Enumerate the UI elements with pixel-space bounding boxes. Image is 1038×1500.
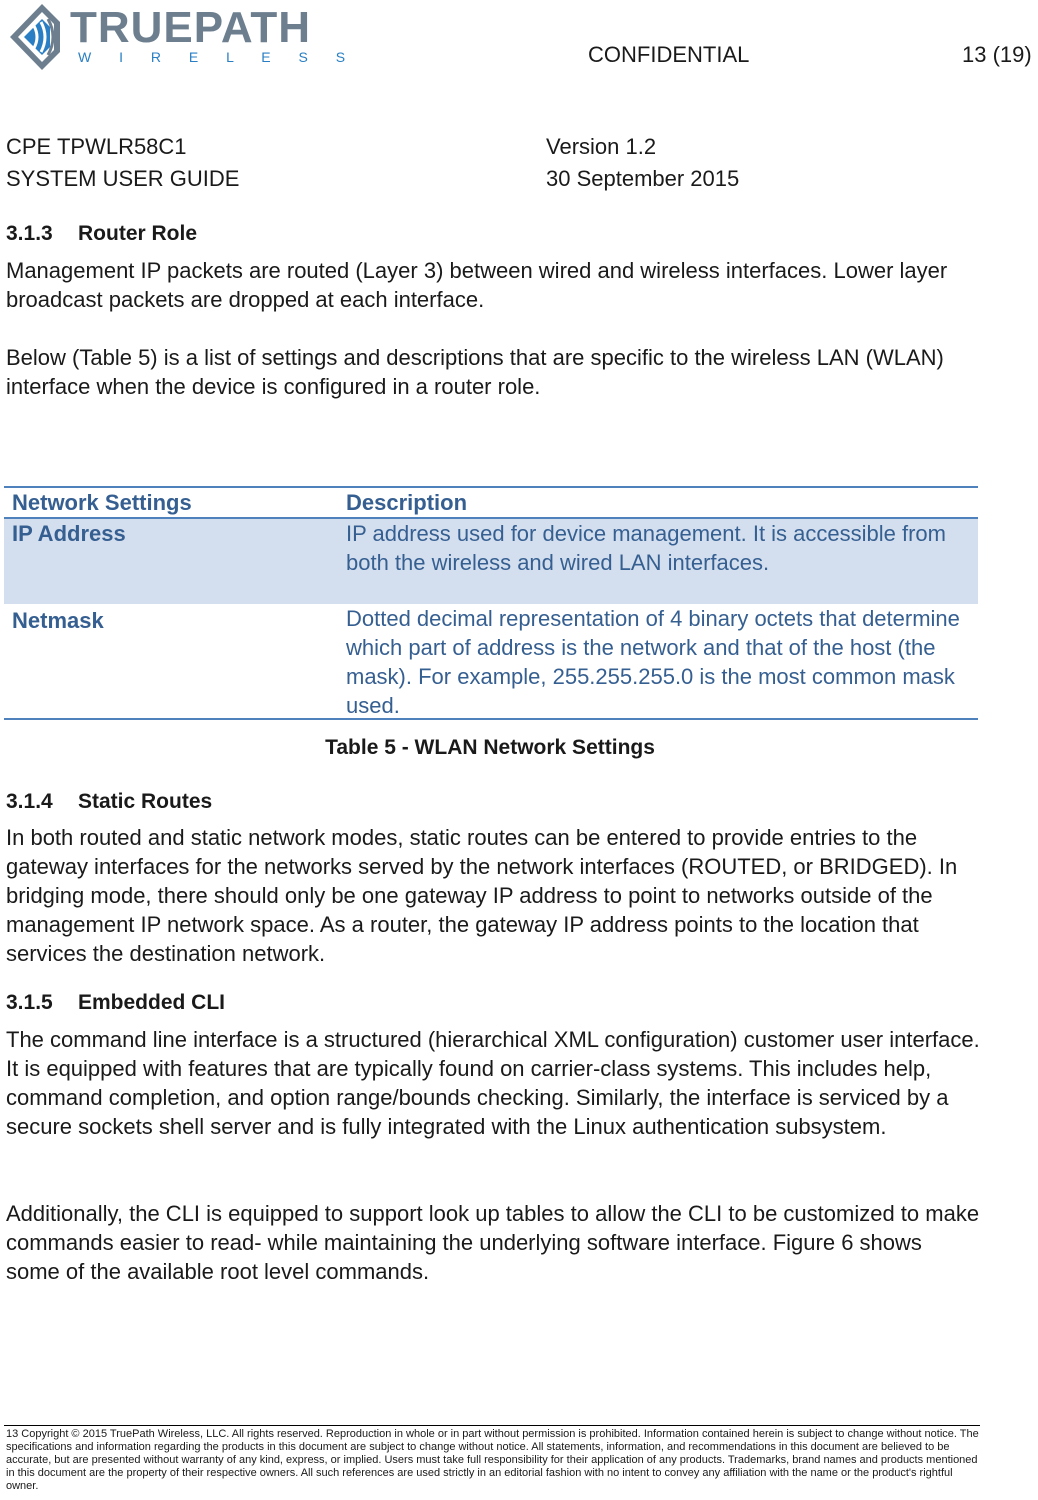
footer-divider: [4, 1425, 980, 1426]
wlan-settings-table: [4, 486, 978, 720]
router-role-paragraph-1: Management IP packets are routed (Layer 3) between wired and wireless interfaces. Lower layer broadcast packets are dropped at each interface.: [6, 258, 948, 312]
doc-type: SYSTEM USER GUIDE: [6, 166, 240, 191]
doc-date: 30 September 2015: [546, 166, 740, 191]
doc-meta-right: [546, 131, 739, 195]
router-role-paragraph-2: Below (Table 5) is a list of settings and descriptions that are specific to the wireless LAN (WLAN) interface when the device is configured in a router role.: [6, 345, 944, 399]
embedded-cli-paragraph-2: Additionally, the CLI is equipped to support look up tables to allow the CLI to be customized to make commands easier to read- while maintaining the underlying software interface. Figure 6 shows some of the available root level commands.: [6, 1201, 980, 1284]
doc-version: Version 1.2: [546, 134, 657, 159]
table-caption: Table 5 - WLAN Network Settings: [325, 736, 655, 759]
heading-embedded-cli: [6, 991, 225, 1015]
table-cell-description: IP address used for device management. It is accessible from both the wireless and wired LAN interfaces.: [346, 521, 946, 575]
embedded-cli-paragraph-1: The command line interface is a structured (hierarchical XML configuration) customer user interface. It is equipped with features that are typically found on carrier-class systems. This includes help, command completion, and option range/bounds checking. Similarly, the interface is serviced by a secure sockets shell server and is fully integrated with the Linux authentication subsystem.: [6, 1027, 980, 1139]
section-title: Router Role: [78, 222, 198, 245]
truepath-logo: [4, 0, 364, 74]
table-row: [4, 604, 978, 720]
table-row: [4, 519, 978, 604]
heading-router-role: [6, 222, 197, 246]
table-cell-setting: IP Address: [12, 521, 126, 546]
table-header-cell: Description: [346, 490, 468, 515]
product-name: CPE TPWLR58C1: [6, 134, 187, 159]
section-title: Embedded CLI: [78, 991, 226, 1014]
confidential-label: CONFIDENTIAL: [588, 42, 750, 67]
doc-meta-left: [6, 131, 239, 195]
logo-subtext: W I R E L E S S: [78, 49, 358, 65]
page-number: 13 (19): [962, 42, 1032, 67]
static-routes-paragraph: In both routed and static network modes, static routes can be entered to provide entries to the gateway interfaces for the networks served by the network interfaces (ROUTED, or BRIDGED). In bridging mode, there should only be one gateway IP address to point to networks outside of the management IP network space. As a router, the gateway IP address points to the location that services the destination network.: [6, 825, 958, 966]
section-number: 3.1.5: [6, 991, 53, 1014]
footer-copyright: 13 Copyright © 2015 TruePath Wireless, LLC. All rights reserved. Reproduction in whole or in part without permission is prohibited. Information contained herein is subject to change without notice. The specifications and information regarding the products in this document are subject to change without notice. All statements, information, and recommendations in this document are believed to be accurate, but are presented without warranty of any kind, express, or implied. Users must take full responsibility for their application of any products. Trademarks, brand names and products mentioned in this document are the property of their respective owners. All such references are used strictly in an editorial fashion with no intent to convey any affiliation with the name or the product's rightful owner.: [6, 1428, 979, 1492]
table-cell-description: Dotted decimal representation of 4 binary octets that determine which part of address is the network and that of the host (the mask). For example, 255.255.255.0 is the most common mask used.: [346, 606, 960, 718]
heading-static-routes: [6, 790, 212, 814]
table-cell-setting: Netmask: [12, 608, 104, 633]
section-title: Static Routes: [78, 790, 213, 813]
logo-wordmark: TRUEPATH: [70, 3, 312, 52]
logo-mark-icon: [10, 4, 60, 70]
table-header-row: [4, 486, 978, 519]
section-number: 3.1.4: [6, 790, 53, 813]
table-header-cell: Network Settings: [12, 489, 192, 515]
section-number: 3.1.3: [6, 222, 53, 245]
